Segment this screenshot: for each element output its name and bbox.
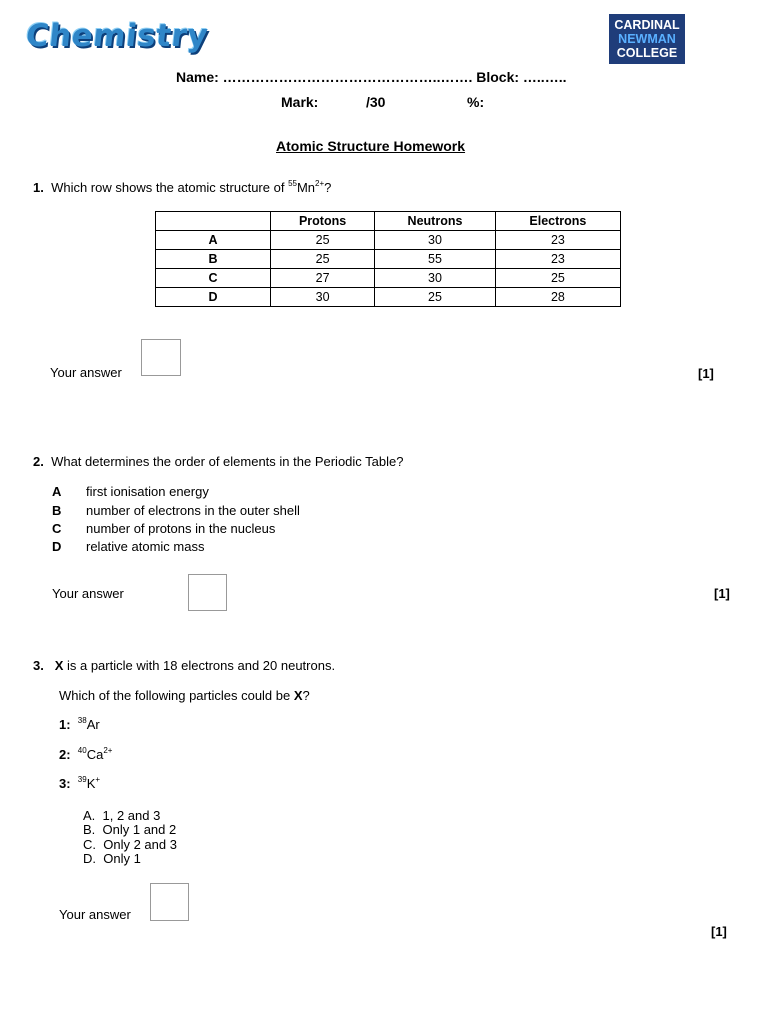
- q3-text: is a particle with 18 electrons and 20 neutrons.: [63, 658, 336, 673]
- table-row: [156, 288, 621, 307]
- q1-marks: [1]: [698, 366, 714, 381]
- q3-particle-label: 3:: [59, 776, 71, 791]
- college-logo: [609, 14, 685, 64]
- q3-answer-box[interactable]: [150, 883, 189, 921]
- q3-x: X: [54, 658, 64, 673]
- q1-cell: 23: [495, 250, 620, 269]
- q2-option-letter: C: [52, 521, 62, 536]
- q2-option-text: number of protons in the nucleus: [86, 521, 276, 536]
- q3-particle-label: 2:: [59, 747, 71, 762]
- q3-particle-charge: 2+: [103, 746, 113, 755]
- q3-particle-mass: 40: [77, 746, 87, 755]
- q1-symbol: Mn: [296, 180, 316, 195]
- q1-cell: 23: [495, 231, 620, 250]
- mark-label: Mark:: [281, 94, 319, 110]
- q3-particle: [59, 717, 100, 732]
- percent-label: %:: [467, 94, 485, 110]
- q3-question-end: ?: [302, 688, 310, 703]
- q3-number: 3.: [33, 658, 44, 673]
- q2-option-letter: A: [52, 484, 62, 499]
- q1-cell: 28: [495, 288, 620, 307]
- q3-particle-label: 1:: [59, 717, 71, 732]
- q2-answer-box[interactable]: [188, 574, 227, 611]
- q1-cell: 30: [271, 288, 375, 307]
- q1-answer-box[interactable]: [141, 339, 181, 376]
- q2-text: What determines the order of elements in the Periodic Table?: [51, 454, 404, 469]
- q3-marks: [1]: [711, 924, 727, 939]
- q1-row-label: A: [156, 231, 271, 250]
- college-logo-line1: CARDINAL: [614, 18, 680, 32]
- q1-cell: 25: [375, 288, 496, 307]
- q1-cell: 30: [375, 231, 496, 250]
- q2-option-text: number of electrons in the outer shell: [86, 503, 300, 518]
- q1-table-header: Electrons: [495, 212, 620, 231]
- q3-particle-charge: +: [95, 775, 101, 784]
- q1-table-header: Neutrons: [375, 212, 496, 231]
- q3-choice: C. Only 2 and 3: [83, 837, 177, 852]
- q3-choice: A. 1, 2 and 3: [83, 808, 161, 823]
- name-block-line: Name: ………………………………………..……. Block: …..…..: [176, 69, 567, 85]
- q2-option-text: first ionisation energy: [86, 484, 209, 499]
- q2-option-letter: D: [52, 539, 62, 554]
- q3-particle-mass: 39: [77, 775, 87, 784]
- q1-charge: 2+: [315, 179, 325, 188]
- q1-cell: 27: [271, 269, 375, 288]
- q3-choice: D. Only 1: [83, 851, 141, 866]
- q3-particle-symbol: Ca: [86, 747, 104, 762]
- q2-stem: [33, 454, 403, 469]
- q1-table: [155, 211, 621, 307]
- q3-answer-label: Your answer: [59, 907, 131, 922]
- table-row: [156, 269, 621, 288]
- q3-question-text: Which of the following particles could be: [59, 688, 294, 703]
- q2-answer-label: Your answer: [52, 586, 124, 601]
- q3-question-x: X: [293, 688, 303, 703]
- q1-mass-number: 55: [288, 179, 297, 188]
- q3-particle: [59, 747, 112, 762]
- q2-marks: [1]: [714, 586, 730, 601]
- q1-cell: 25: [271, 250, 375, 269]
- q1-cell: 25: [495, 269, 620, 288]
- q3-particle: [59, 776, 100, 791]
- q1-stem: [33, 180, 331, 195]
- q1-answer-label: Your answer: [50, 365, 122, 380]
- page-title: Atomic Structure Homework: [276, 138, 466, 154]
- q1-table-header: [156, 212, 271, 231]
- table-row: [156, 250, 621, 269]
- q1-table-header-row: [156, 212, 621, 231]
- q3-choice: B. Only 1 and 2: [83, 822, 177, 837]
- q1-text-end: ?: [324, 180, 332, 195]
- q3-stem: [33, 658, 335, 673]
- college-logo-line3: COLLEGE: [616, 46, 678, 60]
- q1-cell: 30: [375, 269, 496, 288]
- q1-cell: 55: [375, 250, 496, 269]
- q3-question: [59, 688, 310, 703]
- q2-number: 2.: [33, 454, 44, 469]
- q1-text: Which row shows the atomic structure of: [51, 180, 289, 195]
- table-row: [156, 231, 621, 250]
- q3-particle-symbol: Ar: [86, 717, 100, 732]
- q1-row-label: C: [156, 269, 271, 288]
- q3-particle-symbol: K: [86, 776, 96, 791]
- q3-particle-mass: 38: [77, 716, 87, 725]
- q1-row-label: D: [156, 288, 271, 307]
- college-logo-line2: NEWMAN: [618, 32, 676, 46]
- chemistry-logo: Chemistry: [24, 18, 210, 54]
- q2-option-letter: B: [52, 503, 62, 518]
- q1-row-label: B: [156, 250, 271, 269]
- q1-number: 1.: [33, 180, 44, 195]
- q2-option-text: relative atomic mass: [86, 539, 205, 554]
- mark-total: /30: [366, 94, 386, 110]
- q1-table-header: Protons: [271, 212, 375, 231]
- q1-cell: 25: [271, 231, 375, 250]
